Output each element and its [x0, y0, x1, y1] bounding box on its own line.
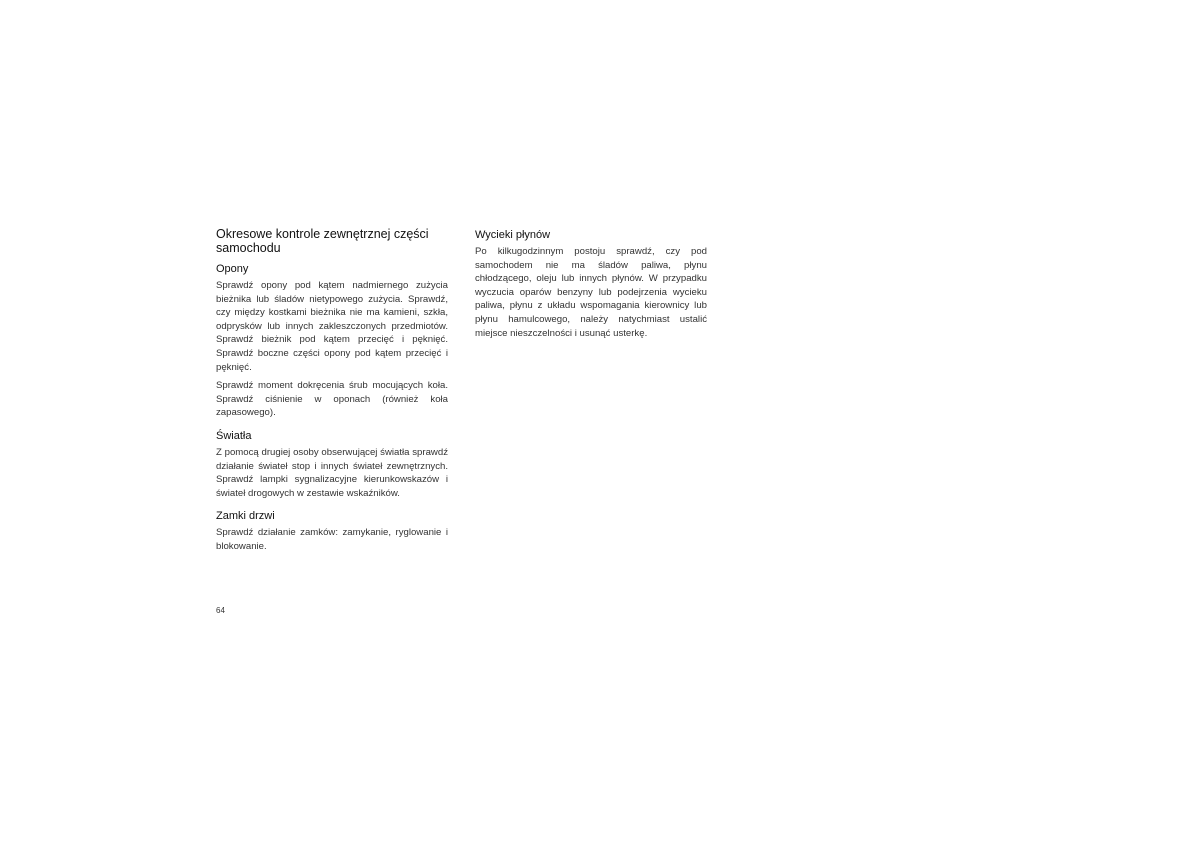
left-column	[216, 227, 448, 559]
right-column	[475, 227, 707, 345]
tires-paragraph-2: Sprawdź moment dokręcenia śrub mocujących koła. Sprawdź ciśnienie w oponach (również koła zapasowego).	[216, 380, 448, 419]
section-heading-fluid-leaks: Wycieki płynów	[475, 229, 551, 241]
section-heading-lights: Światła	[216, 429, 252, 442]
lights-paragraph: Z pomocą drugiej osoby obserwującej światła sprawdź działanie świateł stop i innych świateł zewnętrznych. Sprawdź lampki sygnalizacyjne kierunkowskazów i świateł drogowych w zestawie wskaźników.	[216, 446, 448, 499]
tires-paragraph-1: Sprawdź opony pod kątem nadmiernego zużycia bieżnika lub śladów nietypowego zużycia. Sprawdź, czy między kostkami bieżnika nie ma kamieni, szkła, odprysków lub innych zakleszczonych przedmiotów. Sprawdź bieżnik pod kątem przecięć i pęknięć. Sprawdź boczne części opony pod kątem przecięć i pęknięć.	[216, 280, 448, 373]
fluid-leaks-paragraph: Po kilkugodzinnym postoju sprawdź, czy pod samochodem nie ma śladów paliwa, płynu chłodzącego, oleju lub innych płynów. W przypadku wyczucia oparów benzyny lub podejrzenia wycieku paliwa, płynu z układu wspomagania kierownicy lub płynu hamulcowego, należy natychmiast ustalić miejsce nieszczelności i usunąć usterkę.	[475, 246, 707, 339]
page-number: 64	[216, 606, 225, 615]
section-heading-door-locks: Zamki drzwi	[216, 510, 275, 523]
door-locks-paragraph: Sprawdź działanie zamków: zamykanie, ryglowanie i blokowanie.	[216, 527, 448, 552]
section-heading-tires: Opony	[216, 263, 249, 275]
page-title: Okresowe kontrole zewnętrznej części samochodu	[216, 227, 429, 255]
